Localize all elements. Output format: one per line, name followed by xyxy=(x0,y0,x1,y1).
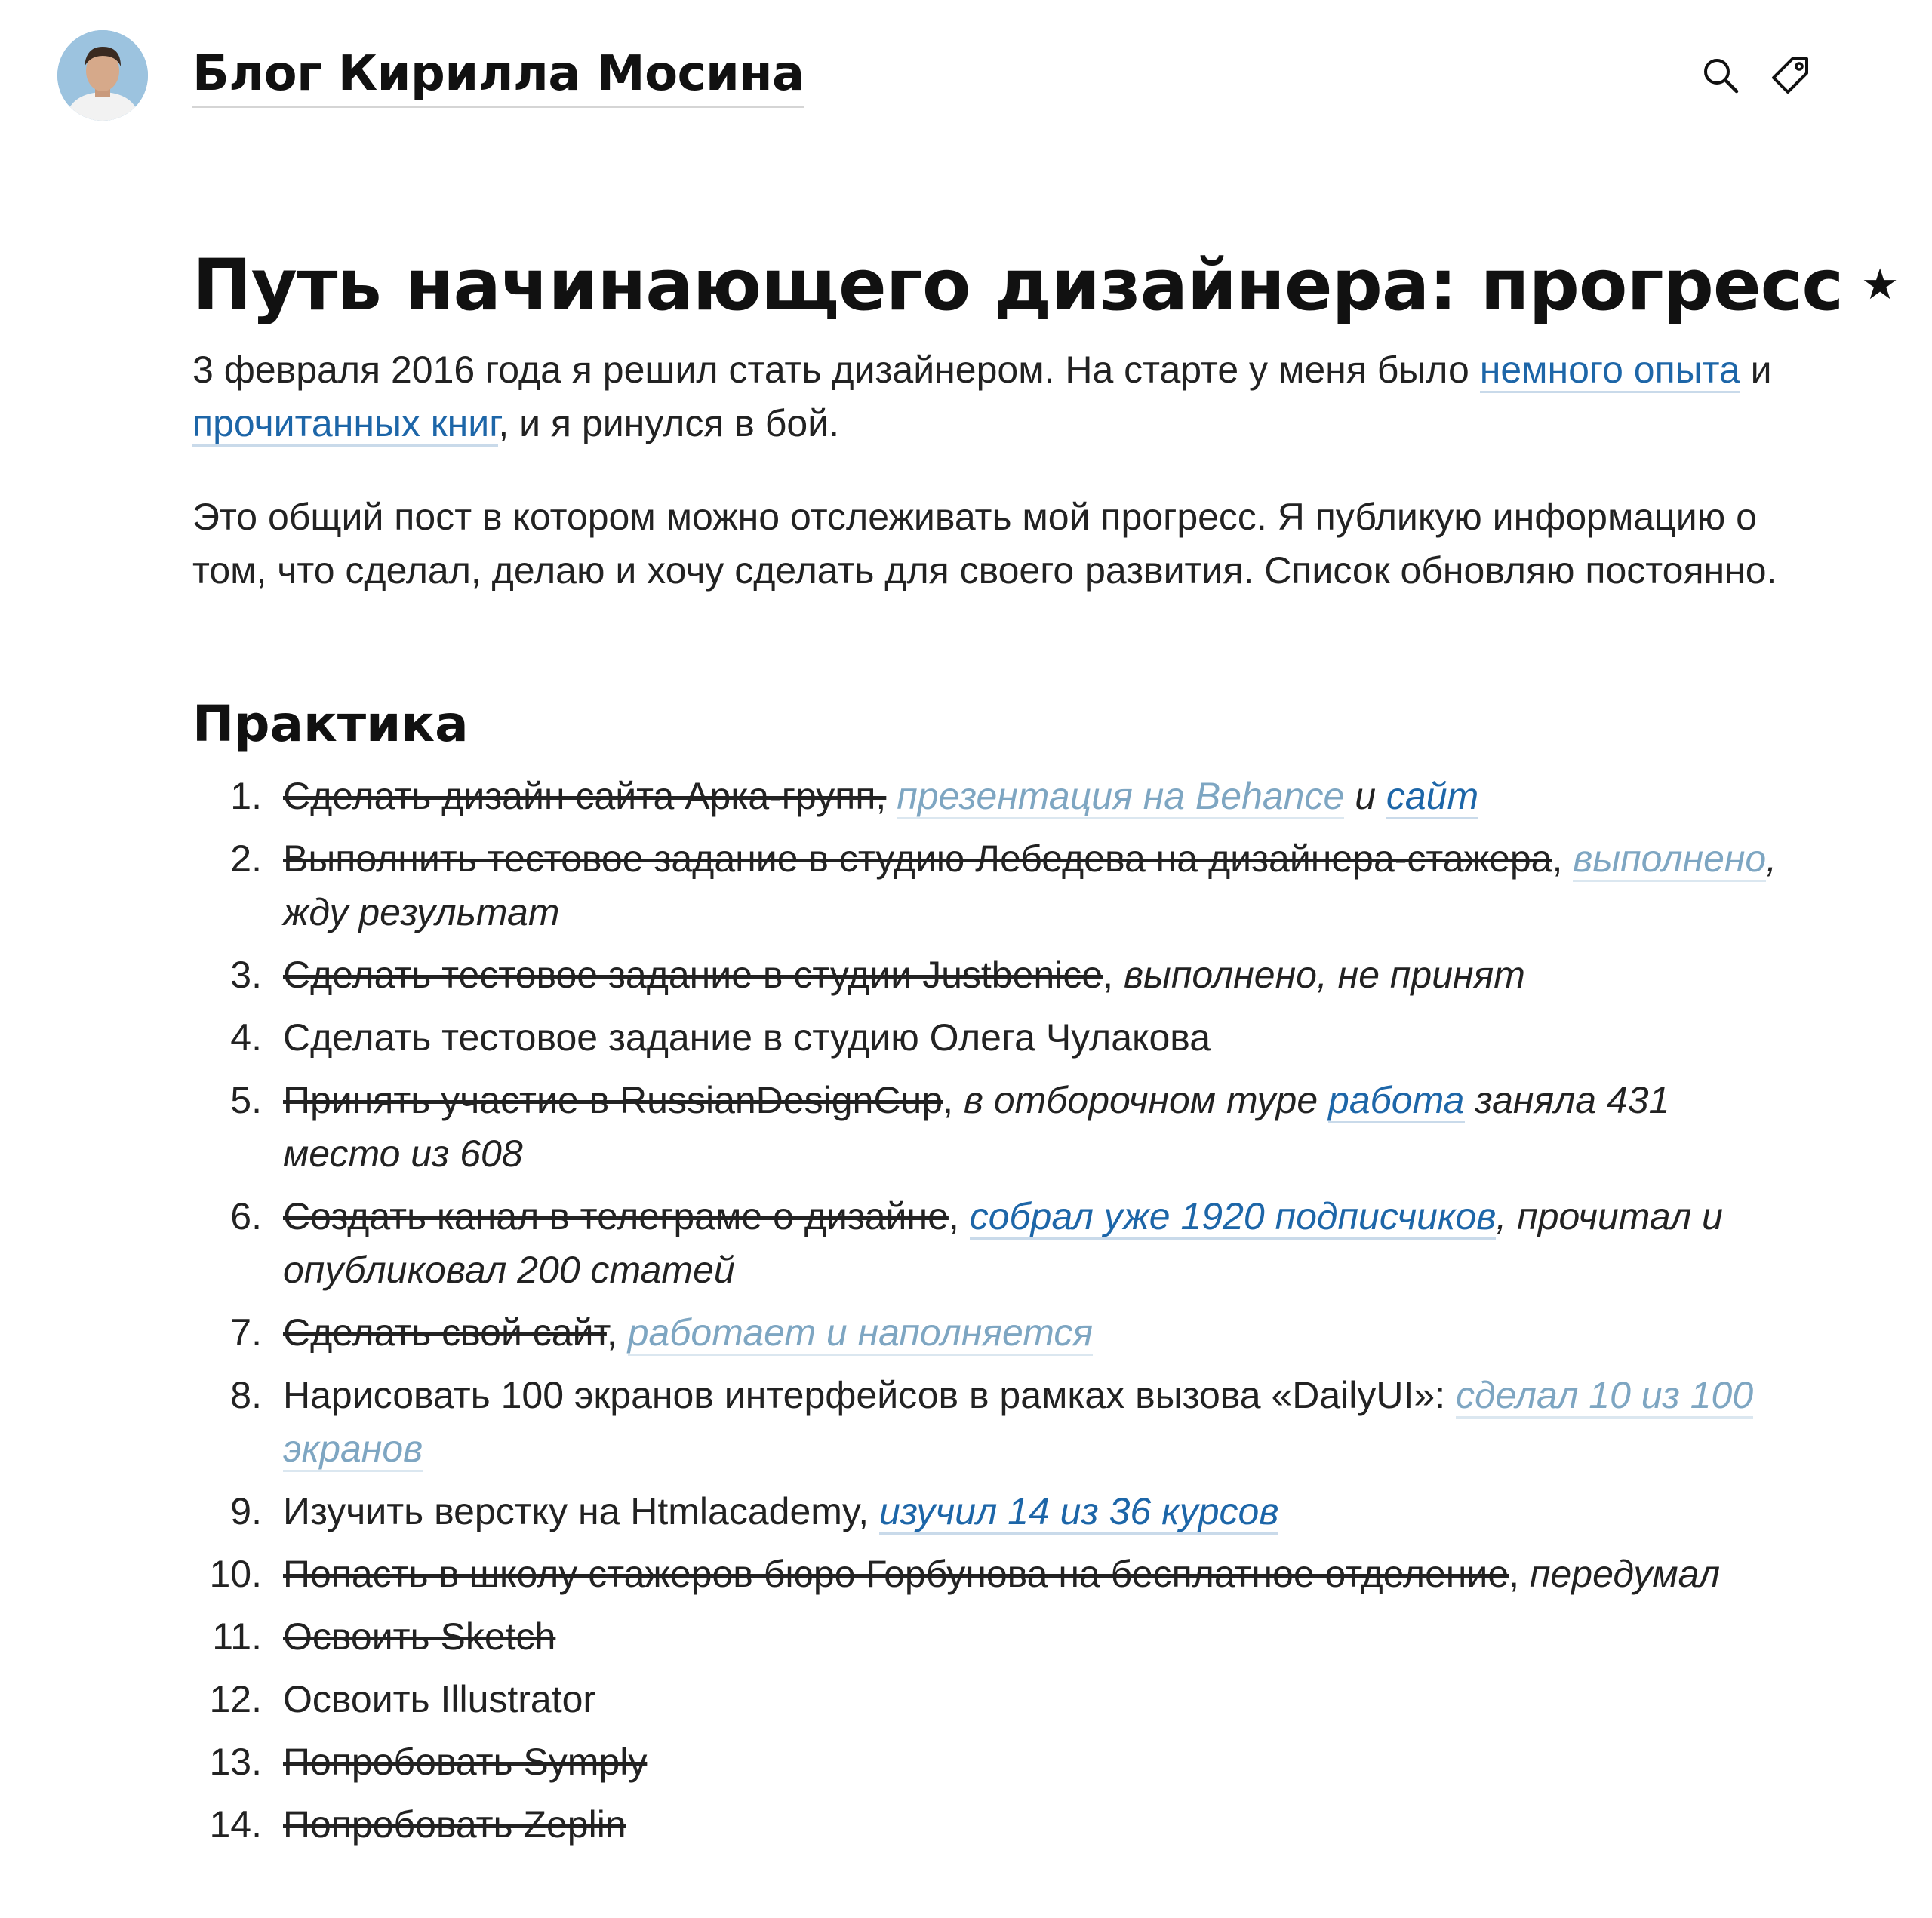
experience-link[interactable]: немного опыта xyxy=(1480,349,1740,393)
separator: , xyxy=(943,1079,964,1121)
avatar[interactable] xyxy=(57,30,148,121)
task-text: Создать канал в телеграме о дизайне xyxy=(283,1195,949,1237)
done-link[interactable]: выполнено xyxy=(1573,838,1766,882)
task-text: Попасть в школу стажеров бюро Горбунова на бесплатное отделение xyxy=(283,1553,1509,1595)
list-item xyxy=(192,1673,1792,1726)
site-header xyxy=(0,0,1932,151)
task-text: Сделать свой сайт xyxy=(283,1311,607,1354)
list-number: 5. xyxy=(230,1079,262,1121)
list-item xyxy=(192,1610,1792,1664)
list-number: 13. xyxy=(209,1741,262,1783)
books-link[interactable]: прочитанных книг xyxy=(192,402,498,447)
telegram-link[interactable]: собрал уже 1920 подписчиков xyxy=(970,1195,1497,1240)
list-number: 7. xyxy=(230,1311,262,1354)
post-title xyxy=(192,240,1898,331)
task-text: Попробовать Zeplin xyxy=(283,1803,626,1846)
list-item xyxy=(192,1485,1792,1538)
list-item xyxy=(192,770,1792,823)
list-item xyxy=(192,1306,1792,1360)
separator: , xyxy=(606,1311,628,1354)
list-number: 11. xyxy=(212,1615,262,1658)
task-text: Сделать дизайн сайта Арка-групп, xyxy=(283,775,887,817)
list-number: 14. xyxy=(209,1803,262,1846)
tag-icon[interactable] xyxy=(1767,53,1813,98)
list-number: 4. xyxy=(230,1016,262,1059)
list-item xyxy=(192,1735,1792,1789)
list-number: 3. xyxy=(230,954,262,996)
list-item xyxy=(192,948,1792,1002)
item-note: заняла 431 место из 608 xyxy=(283,1079,1670,1175)
separator: , xyxy=(1509,1553,1530,1595)
list-number: 6. xyxy=(230,1195,262,1237)
star-icon: ★ xyxy=(1861,260,1899,309)
list-number: 8. xyxy=(230,1374,262,1416)
post-title-text: Путь начинающего дизайнера: прогресс xyxy=(192,244,1844,327)
header-actions xyxy=(1698,53,1813,98)
own-site-link[interactable]: работает и наполняется xyxy=(628,1311,1093,1356)
task-text: Сделать тестовое задание в студии Justbenice xyxy=(283,954,1103,996)
list-item xyxy=(192,1798,1792,1852)
list-item xyxy=(192,1369,1792,1476)
list-item xyxy=(192,1548,1792,1601)
htmlacademy-link[interactable]: изучил 14 из 36 курсов xyxy=(879,1490,1278,1535)
item-note: в отборочном туре xyxy=(963,1079,1329,1121)
work-link[interactable]: работа xyxy=(1328,1079,1464,1123)
item-note: и xyxy=(1344,775,1386,817)
intro-paragraph xyxy=(192,343,1777,450)
item-note: выполнено, не принят xyxy=(1123,954,1525,996)
task-text: Освоить Illustrator xyxy=(283,1678,596,1720)
task-text: Попробовать Symply xyxy=(283,1741,648,1783)
intro-text-1: 3 февраля 2016 года я решил стать дизайнером. На старте у меня было xyxy=(192,349,1480,391)
site-title-link[interactable]: Блог Кирилла Мосина xyxy=(192,42,804,108)
list-number: 1. xyxy=(230,775,262,817)
intro-text-2: и xyxy=(1740,349,1772,391)
description-paragraph: Это общий пост в котором можно отслеживать мой прогресс. Я публикую информацию о том, что сделал, делаю и хочу сделать для своего развития. Список обновляю постоянно. xyxy=(192,496,1777,592)
separator: , xyxy=(1103,954,1124,996)
search-icon[interactable] xyxy=(1698,53,1743,98)
task-text: Нарисовать 100 экранов интерфейсов в рамках вызова «DailyUI»: xyxy=(283,1374,1456,1416)
intro-text-3: , и я ринулся в бой. xyxy=(498,402,840,444)
task-text: Принять участие в RussianDesignCup xyxy=(283,1079,943,1121)
list-number: 10. xyxy=(209,1553,262,1595)
task-text: Освоить Sketch xyxy=(283,1615,556,1658)
dailyui-link[interactable]: сделал 10 из 100 экранов xyxy=(283,1374,1753,1472)
list-item xyxy=(192,1011,1792,1065)
behance-link[interactable]: презентация на Behance xyxy=(897,775,1344,819)
list-number: 9. xyxy=(230,1490,262,1532)
list-item xyxy=(192,1074,1792,1181)
task-text: Выполнить тестовое задание в студию Лебедева на дизайнера-стажера xyxy=(283,838,1552,880)
list-item xyxy=(192,832,1792,939)
task-text: Изучить верстку на Htmlacademy, xyxy=(283,1490,879,1532)
site-link[interactable]: сайт xyxy=(1386,775,1478,819)
list-item xyxy=(192,1190,1792,1297)
item-note: , жду результат xyxy=(283,838,1777,933)
list-number: 2. xyxy=(230,838,262,880)
separator: , xyxy=(948,1195,970,1237)
section-heading-practice: Практика xyxy=(192,695,469,753)
list-number: 12. xyxy=(209,1678,262,1720)
item-note: передумал xyxy=(1529,1553,1721,1595)
practice-list xyxy=(192,770,1792,1861)
item-note: , прочитал и опубликовал 200 статей xyxy=(283,1195,1723,1291)
task-text: Сделать тестовое задание в студию Олега Чулакова xyxy=(283,1016,1211,1059)
separator: , xyxy=(1552,838,1574,880)
